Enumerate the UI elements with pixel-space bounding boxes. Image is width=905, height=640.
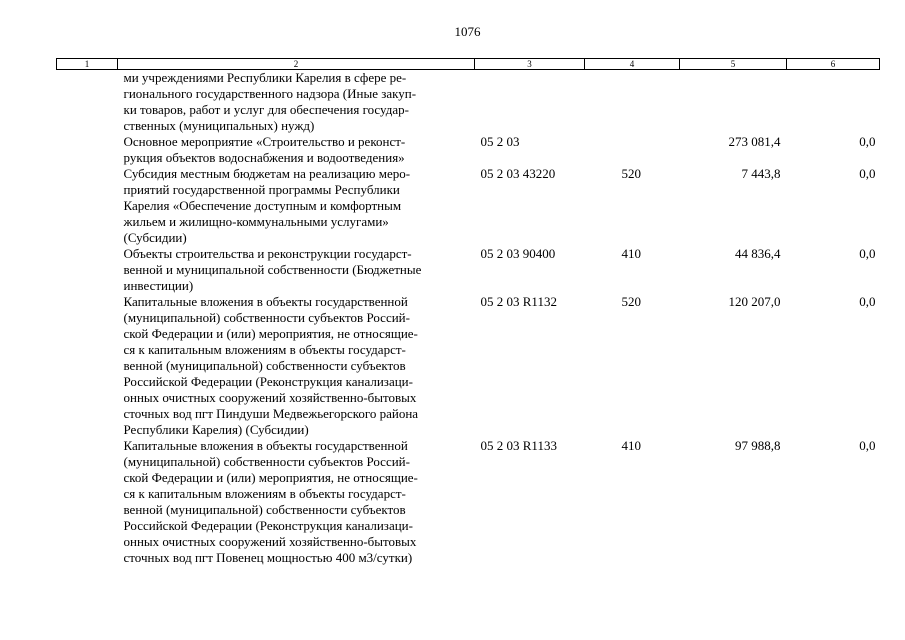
table-row — [57, 166, 880, 246]
column-number-6: 6 — [787, 59, 880, 70]
row-type-cell — [585, 70, 680, 135]
row-type-cell — [585, 134, 680, 166]
row-amount2-cell: 0,0 — [859, 438, 876, 453]
row-code-cell: 05 2 03 R1132 — [480, 294, 557, 309]
row-type-cell: 520 — [621, 166, 641, 181]
row-amount2-cell: 0,0 — [859, 166, 876, 181]
row-empty-cell — [57, 70, 118, 135]
column-number-1: 1 — [57, 59, 118, 70]
row-amount-cell: 7 443,8 — [741, 166, 781, 181]
row-name-cell: Капитальные вложения в объекты государственной (муниципальной) собственности субъектов Россий- ской Федерации и (или) мероприятия, не относящие- ся к капитальным вложениям в объекты государст- венной (муниципальной) собственности субъектов Российской Федерации (Реконструкция канализаци- онных очистных сооружений хозяйственно-бытовых сточных вод пгт Пиндуши Медвежьегорского района Республики Карелия) (Субсидии) — [123, 294, 419, 437]
column-number-3: 3 — [475, 59, 585, 70]
row-type-cell: 520 — [621, 294, 641, 309]
table-row — [57, 294, 880, 438]
row-empty-cell — [57, 438, 118, 566]
row-name-cell: Субсидия местным бюджетам на реализацию меро- приятий государственной программы Республики Карелия «Обеспечение доступным и комфортным жильем и жилищно-коммунальными услугами» (Субсидии) — [123, 166, 411, 245]
column-number-5: 5 — [680, 59, 787, 70]
table-body — [57, 70, 880, 567]
table-row — [57, 246, 880, 294]
row-name-cell: ми учреждениями Республики Карелия в сфере ре- гионального государственного надзора (Иные закуп- ки товаров, работ и услуг для обеспечения государ- ственных (муниципальных) нужд) — [123, 70, 417, 133]
row-type-cell: 410 — [621, 246, 641, 261]
column-number-2: 2 — [118, 59, 475, 70]
budget-table — [56, 58, 880, 566]
row-amount-cell — [680, 70, 787, 135]
row-amount-cell: 273 081,4 — [728, 134, 781, 149]
row-code-cell: 05 2 03 90400 — [480, 246, 556, 261]
row-amount-cell: 120 207,0 — [728, 294, 781, 309]
row-empty-cell — [57, 134, 118, 166]
table-row — [57, 134, 880, 166]
row-empty-cell — [57, 246, 118, 294]
table-row — [57, 70, 880, 135]
row-name-cell: Основное мероприятие «Строительство и реконст- рукция объектов водоснабжения и водоотведения» — [123, 134, 406, 165]
row-amount2-cell: 0,0 — [859, 246, 876, 261]
row-type-cell: 410 — [621, 438, 641, 453]
row-empty-cell — [57, 294, 118, 438]
row-name-cell: Объекты строительства и реконструкции государст- венной и муниципальной собственности (Бюджетные инвестиции) — [123, 246, 422, 293]
row-empty-cell — [57, 166, 118, 246]
column-number-4: 4 — [585, 59, 680, 70]
row-amount2-cell — [787, 70, 880, 135]
row-code-cell — [475, 70, 585, 135]
row-amount2-cell: 0,0 — [859, 134, 876, 149]
row-code-cell: 05 2 03 — [480, 134, 520, 149]
row-amount-cell: 97 988,8 — [735, 438, 781, 453]
header-row — [57, 59, 880, 70]
row-amount-cell: 44 836,4 — [735, 246, 781, 261]
table-header — [57, 59, 880, 70]
row-code-cell: 05 2 03 R1133 — [480, 438, 557, 453]
page-number: 1076 — [454, 24, 481, 39]
row-name-cell: Капитальные вложения в объекты государственной (муниципальной) собственности субъектов Россий- ской Федерации и (или) мероприятия, не относящие- ся к капитальным вложениям в объекты государст- венной (муниципальной) собственности субъектов Российской Федерации (Реконструкция канализаци- онных очистных сооружений хозяйственно-бытовых сточных вод пгт Повенец мощностью 400 м3/сутки) — [123, 438, 418, 565]
row-code-cell: 05 2 03 43220 — [480, 166, 556, 181]
table-row — [57, 438, 880, 566]
row-amount2-cell: 0,0 — [859, 294, 876, 309]
